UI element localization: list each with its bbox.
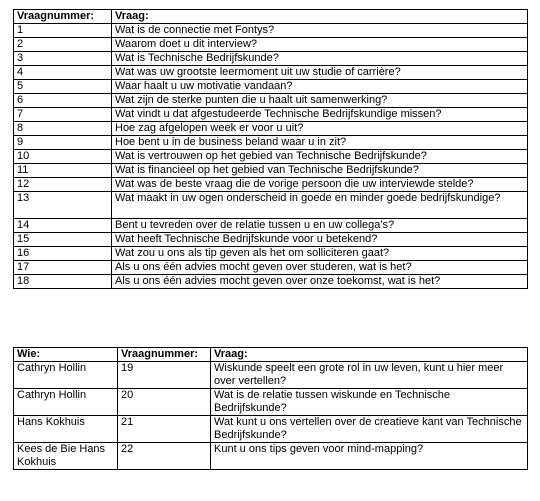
assigned-questions-table-body xyxy=(14,362,528,470)
table-cell: 19 xyxy=(118,362,211,389)
table-cell: Waarom doet u dit interview? xyxy=(112,38,528,52)
table-cell: 8 xyxy=(14,122,112,136)
table-header-row xyxy=(14,348,528,362)
table-cell: 21 xyxy=(118,416,211,443)
table-row xyxy=(14,164,528,178)
table-cell: 2 xyxy=(14,38,112,52)
table-cell: Wat is financieel op het gebied van Technische Bedrijfskunde? xyxy=(112,164,528,178)
table-row xyxy=(14,24,528,38)
table-cell: 22 xyxy=(118,443,211,470)
table-cell: Cathryn Hollin xyxy=(14,362,118,389)
table-cell: Wat is Technische Bedrijfskunde? xyxy=(112,52,528,66)
table-cell: Als u ons één advies mocht geven over onze toekomst, wat is het? xyxy=(112,275,528,289)
table-cell: Waar haalt u uw motivatie vandaan? xyxy=(112,80,528,94)
header-cell: Wie: xyxy=(14,348,118,362)
table-cell: 20 xyxy=(118,389,211,416)
table-row xyxy=(14,275,528,289)
table-cell: Kees de Bie Hans Kokhuis xyxy=(14,443,118,470)
table-cell: 1 xyxy=(14,24,112,38)
header-cell: Vraagnummer: xyxy=(14,10,112,24)
table-row xyxy=(14,219,528,233)
header-cell: Vraag: xyxy=(112,10,528,24)
table-row xyxy=(14,108,528,122)
table-cell: Als u ons één advies mocht geven over studeren, wat is het? xyxy=(112,261,528,275)
table-cell: Wat kunt u ons vertellen over de creatieve kant van Technische Bedrijfskunde? xyxy=(211,416,528,443)
table-cell: 3 xyxy=(14,52,112,66)
table-cell: 11 xyxy=(14,164,112,178)
table-cell: Wat vindt u dat afgestudeerde Technische Bedrijfskundige missen? xyxy=(112,108,528,122)
questions-table-body xyxy=(14,24,528,289)
table-row xyxy=(14,192,528,219)
questions-table xyxy=(13,9,528,289)
table-row xyxy=(14,66,528,80)
table-row xyxy=(14,150,528,164)
table-cell: 16 xyxy=(14,247,112,261)
table-cell: 5 xyxy=(14,80,112,94)
table-cell: 15 xyxy=(14,233,112,247)
table-cell: Hoe bent u in de business beland waar u in zit? xyxy=(112,136,528,150)
table-row xyxy=(14,38,528,52)
table-row xyxy=(14,247,528,261)
table-row xyxy=(14,178,528,192)
table-cell: Wat was de beste vraag die de vorige persoon die uw interviewde stelde? xyxy=(112,178,528,192)
table-cell: Wat was uw grootste leermoment uit uw studie of carrière? xyxy=(112,66,528,80)
table-cell: 17 xyxy=(14,261,112,275)
table-cell: Wat is de connectie met Fontys? xyxy=(112,24,528,38)
table-cell: 7 xyxy=(14,108,112,122)
table-cell: 10 xyxy=(14,150,112,164)
table-cell: Wiskunde speelt een grote rol in uw leven, kunt u hier meer over vertellen? xyxy=(211,362,528,389)
table-row xyxy=(14,233,528,247)
table-row xyxy=(14,261,528,275)
table-cell: Wat maakt in uw ogen onderscheid in goede en minder goede bedrijfskundige? xyxy=(112,192,528,219)
table-cell: 14 xyxy=(14,219,112,233)
table-cell: 4 xyxy=(14,66,112,80)
table-cell: Cathryn Hollin xyxy=(14,389,118,416)
assigned-questions-table xyxy=(13,347,528,470)
table-row xyxy=(14,136,528,150)
table-row xyxy=(14,94,528,108)
table-row xyxy=(14,362,528,389)
table-row xyxy=(14,122,528,136)
table-cell: 12 xyxy=(14,178,112,192)
table-cell: 6 xyxy=(14,94,112,108)
table-cell: Wat zou u ons als tip geven als het om solliciteren gaat? xyxy=(112,247,528,261)
table-header-row xyxy=(14,10,528,24)
table-cell: 13 xyxy=(14,192,112,219)
table-cell: Wat is de relatie tussen wiskunde en Technische Bedrijfskunde? xyxy=(211,389,528,416)
table-cell: 18 xyxy=(14,275,112,289)
table-cell: Hoe zag afgelopen week er voor u uit? xyxy=(112,122,528,136)
table-cell: Wat is vertrouwen op het gebied van Technische Bedrijfskunde? xyxy=(112,150,528,164)
table-row xyxy=(14,389,528,416)
table-row xyxy=(14,52,528,66)
table-cell: Kunt u ons tips geven voor mind-mapping? xyxy=(211,443,528,470)
table-cell: Wat zijn de sterke punten die u haalt uit samenwerking? xyxy=(112,94,528,108)
header-cell: Vraag: xyxy=(211,348,528,362)
table-row xyxy=(14,443,528,470)
table-cell: Hans Kokhuis xyxy=(14,416,118,443)
table-cell: 9 xyxy=(14,136,112,150)
table-cell: Wat heeft Technische Bedrijfskunde voor u betekend? xyxy=(112,233,528,247)
table-row xyxy=(14,80,528,94)
table-row xyxy=(14,416,528,443)
header-cell: Vraagnummer: xyxy=(118,348,211,362)
table-cell: Bent u tevreden over de relatie tussen u en uw collega's? xyxy=(112,219,528,233)
